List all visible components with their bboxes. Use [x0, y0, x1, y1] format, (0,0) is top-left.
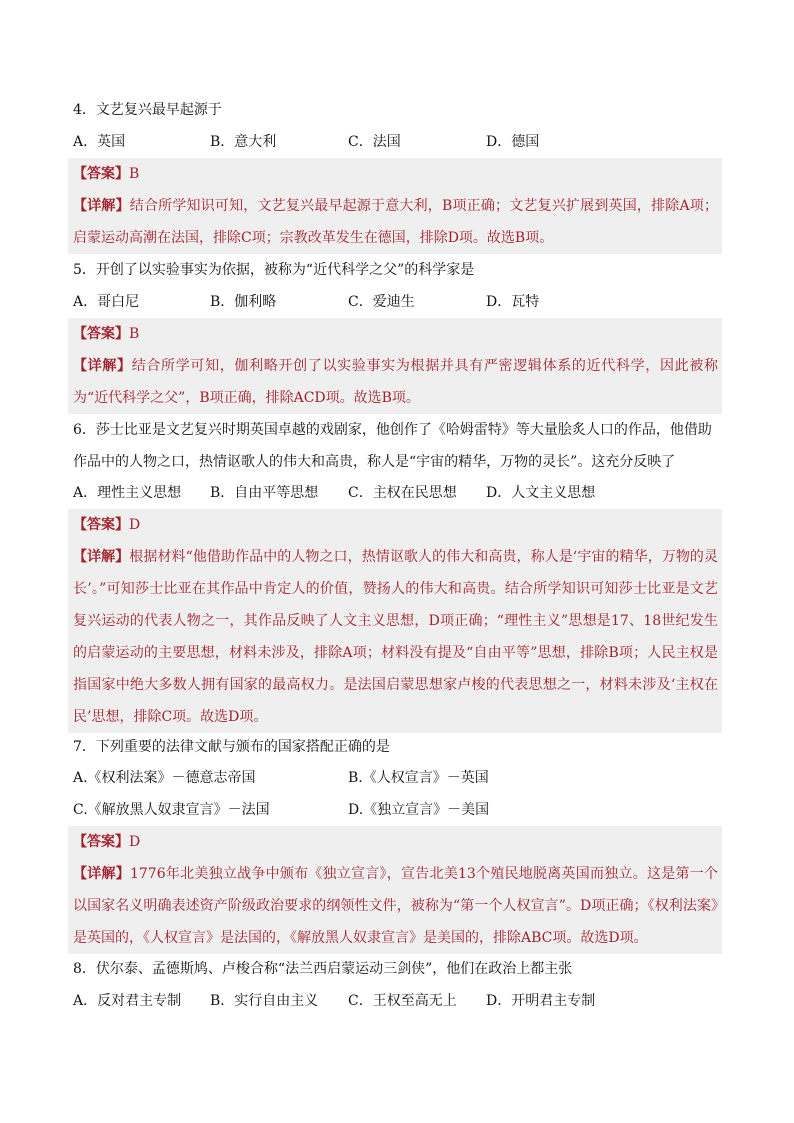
- answer-tag: 【答案】: [73, 326, 129, 342]
- question-6-answer: [68, 509, 722, 541]
- question-5-option-d: D．瓦特: [486, 294, 540, 310]
- question-8-options: [73, 985, 723, 1017]
- detail-tag: 【详解】: [73, 198, 130, 214]
- question-6-options: [73, 477, 723, 509]
- detail-tag: 【详解】: [73, 358, 132, 374]
- question-4-stem: 4．文艺复兴最早起源于: [73, 102, 222, 118]
- answer-value: B: [129, 326, 140, 342]
- answer-value: D: [129, 517, 141, 533]
- answer-value: B: [129, 166, 140, 182]
- detail-tag: 【详解】: [73, 549, 130, 565]
- question-5-answer: [68, 318, 722, 350]
- detail-text: 根据材料“他借助作品中的人物之口，热情讴歌人的伟大和高贵，称人是‘宇宙的精华，万物的灵长’。”可知莎士比亚在其作品中肯定人的价值，赞扬人的伟大和高贵。结合所学知识可知莎士比亚是文艺复兴运动的代表人物之一，其作品反映了人文主义思想，D项正确；“理性主义”思想是17、18世纪发生的启蒙运动的主要思想，材料未涉及，排除A项；材料没有提及“自由平等”思想，排除B项；人民主权是指国家中绝大多数人拥有国家的最高权力。是法国启蒙思想家卢梭的代表思想之一，材料未涉及‘主权在民’思想，排除C项。故选D项。: [73, 549, 718, 725]
- question-7-options-row-2: [73, 794, 723, 826]
- detail-tag: 【详解】: [73, 866, 130, 882]
- question-6-answer-block: [68, 509, 722, 733]
- question-8-option-a: A．反对君主专制: [73, 993, 182, 1009]
- question-4-detail: [68, 190, 722, 254]
- question-5-stem: 5．开创了以实验事实为依据，被称为“近代科学之父”的科学家是: [73, 262, 475, 278]
- question-5-option-a: A．哥白尼: [73, 294, 140, 310]
- answer-tag: 【答案】: [73, 517, 129, 533]
- question-7-option-c: C.《解放黑人奴隶宣言》－法国: [73, 802, 270, 818]
- question-8-stem: 8．伏尔泰、孟德斯鸠、卢梭合称“法兰西启蒙运动三剑侠”，他们在政治上都主张: [73, 961, 573, 977]
- question-4-option-d: D．德国: [486, 134, 540, 150]
- question-4-option-b: B．意大利: [210, 134, 277, 150]
- answer-tag: 【答案】: [73, 834, 129, 850]
- question-5-answer-block: [68, 318, 722, 414]
- detail-text: 结合所学知识可知，文艺复兴最早起源于意大利，B项正确；文艺复兴扩展到英国，排除A项；启蒙运动高潮在法国，排除C项；宗教改革发生在德国，排除D项。故选B项。: [73, 198, 718, 246]
- question-6-detail: [68, 541, 722, 733]
- question-7-answer: [68, 826, 722, 858]
- question-7-answer-block: [68, 826, 722, 954]
- question-7-option-a: A.《权利法案》－德意志帝国: [73, 770, 256, 786]
- question-8-option-b: B．实行自由主义: [210, 993, 319, 1009]
- question-7-option-b: B.《人权宣言》－英国: [348, 770, 489, 786]
- question-6-option-d: D．人文主义思想: [486, 485, 596, 501]
- question-6-option-b: B．自由平等思想: [210, 485, 319, 501]
- question-8-option-c: C．王权至高无上: [348, 993, 457, 1009]
- question-4-option-a: A．英国: [73, 134, 126, 150]
- answer-tag: 【答案】: [73, 166, 129, 182]
- question-6-option-a: A．理性主义思想: [73, 485, 182, 501]
- question-4-option-c: C．法国: [348, 134, 401, 150]
- question-5-option-b: B．伽利略: [210, 294, 277, 310]
- question-6-option-c: C．主权在民思想: [348, 485, 457, 501]
- question-5-detail: [68, 350, 722, 414]
- question-7-option-d: D.《独立宣言》－美国: [348, 802, 490, 818]
- question-4-answer: [68, 158, 722, 190]
- question-7-detail: [68, 858, 722, 954]
- question-5-options: [73, 286, 723, 318]
- detail-text: 1776年北美独立战争中颁布《独立宣言》，宣告北美13个殖民地脱离英国而独立。这是第一个以国家名义明确表述资产阶级政治要求的纲领性文件，被称为“第一个人权宣言”。D项正确；《权利法案》是英国的，《人权宣言》是法国的，《解放黑人奴隶宣言》是美国的，排除ABC项。故选D项。: [73, 866, 718, 946]
- question-7-stem: 7．下列重要的法律文献与颁布的国家搭配正确的是: [73, 739, 390, 755]
- question-7-options-row-1: [73, 762, 723, 794]
- question-8-option-d: D．开明君主专制: [486, 993, 596, 1009]
- detail-text: 结合所学可知，伽利略开创了以实验事实为根据并具有严密逻辑体系的近代科学，因此被称为“近代科学之父”，B项正确，排除ACD项。故选B项。: [73, 358, 719, 406]
- question-6-stem: 6．莎士比亚是文艺复兴时期英国卓越的戏剧家，他创作了《哈姆雷特》等大量脍炙人口的作品，他借助作品中的人物之口，热情讴歌人的伟大和高贵，称人是“宇宙的精华，万物的灵长”。这充分反映了: [73, 422, 712, 470]
- question-5-option-c: C．爱迪生: [348, 294, 415, 310]
- question-4-options: [73, 126, 723, 158]
- question-4-answer-block: [68, 158, 722, 254]
- answer-value: D: [129, 834, 141, 850]
